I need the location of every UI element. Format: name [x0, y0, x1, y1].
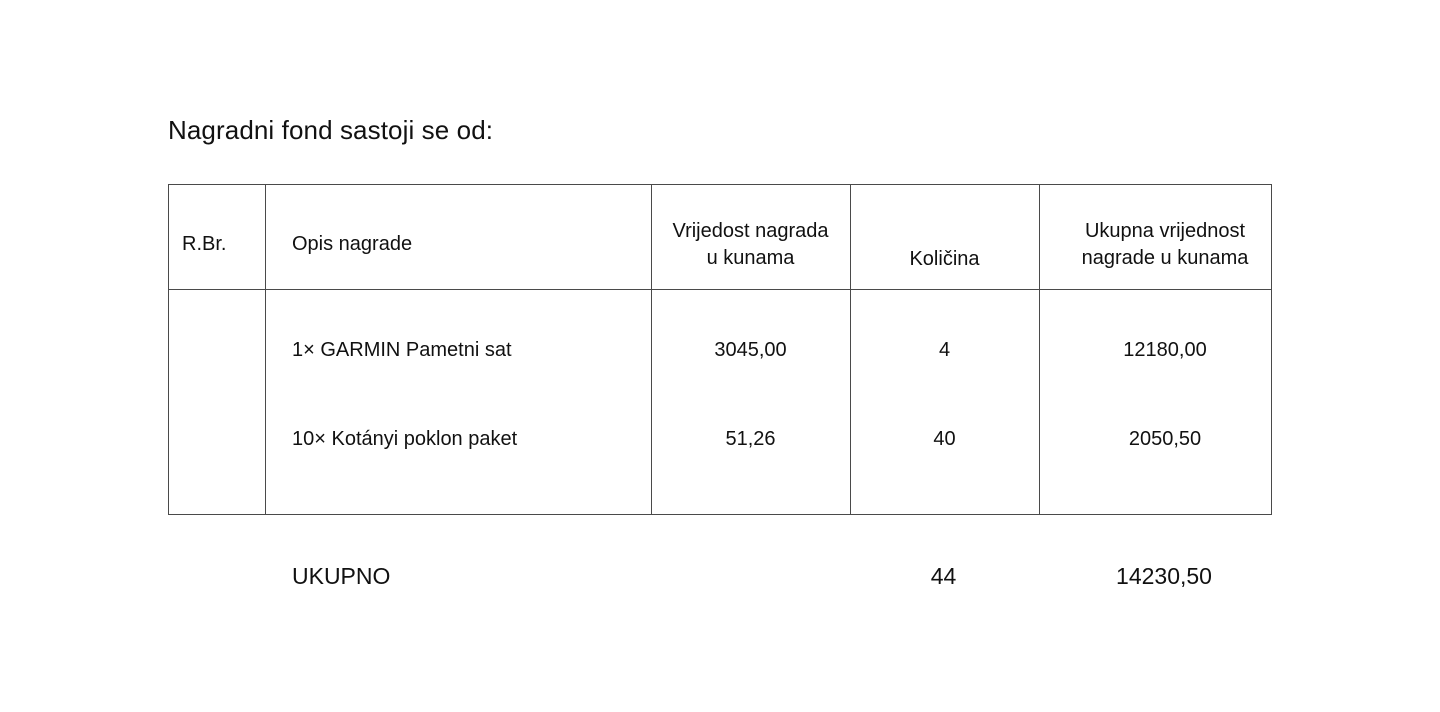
header-vrijednost-line1: Vrijedost nagrada [672, 220, 829, 242]
row-2-opis: 10× Kotányi poklon paket [292, 428, 518, 450]
row-1-kolicina: 4 [938, 339, 951, 361]
totals-label: UKUPNO [292, 563, 391, 589]
totals-row [0, 559, 1440, 595]
totals-ukupno: 14230,50 [1116, 563, 1212, 589]
header-rbr: R.Br. [182, 233, 227, 255]
row-2-ukupno: 2050,50 [1128, 428, 1202, 450]
row-2-kolicina: 40 [933, 428, 956, 450]
row-1-ukupno: 12180,00 [1123, 339, 1207, 361]
row-2-vrijednost: 51,26 [725, 428, 776, 450]
header-ukupna-vrijednost [1039, 218, 1291, 272]
header-ukupna-line1: Ukupna vrijednost [1084, 220, 1246, 242]
row-1-opis: 1× GARMIN Pametni sat [292, 339, 512, 361]
header-vrijednost-nagrada [651, 218, 850, 272]
header-divider [169, 289, 1271, 290]
header-vrijednost-line2: u kunama [706, 247, 795, 269]
page-title: Nagradni fond sastoji se od: [168, 115, 494, 145]
prize-table [168, 184, 1272, 515]
column-divider [265, 185, 266, 514]
row-1-vrijednost: 3045,00 [714, 339, 787, 361]
totals-kolicina: 44 [930, 563, 957, 589]
header-kolicina: Količina [909, 248, 980, 270]
header-opis-nagrade: Opis nagrade [292, 233, 413, 255]
header-ukupna-line2: nagrade u kunama [1081, 247, 1249, 269]
